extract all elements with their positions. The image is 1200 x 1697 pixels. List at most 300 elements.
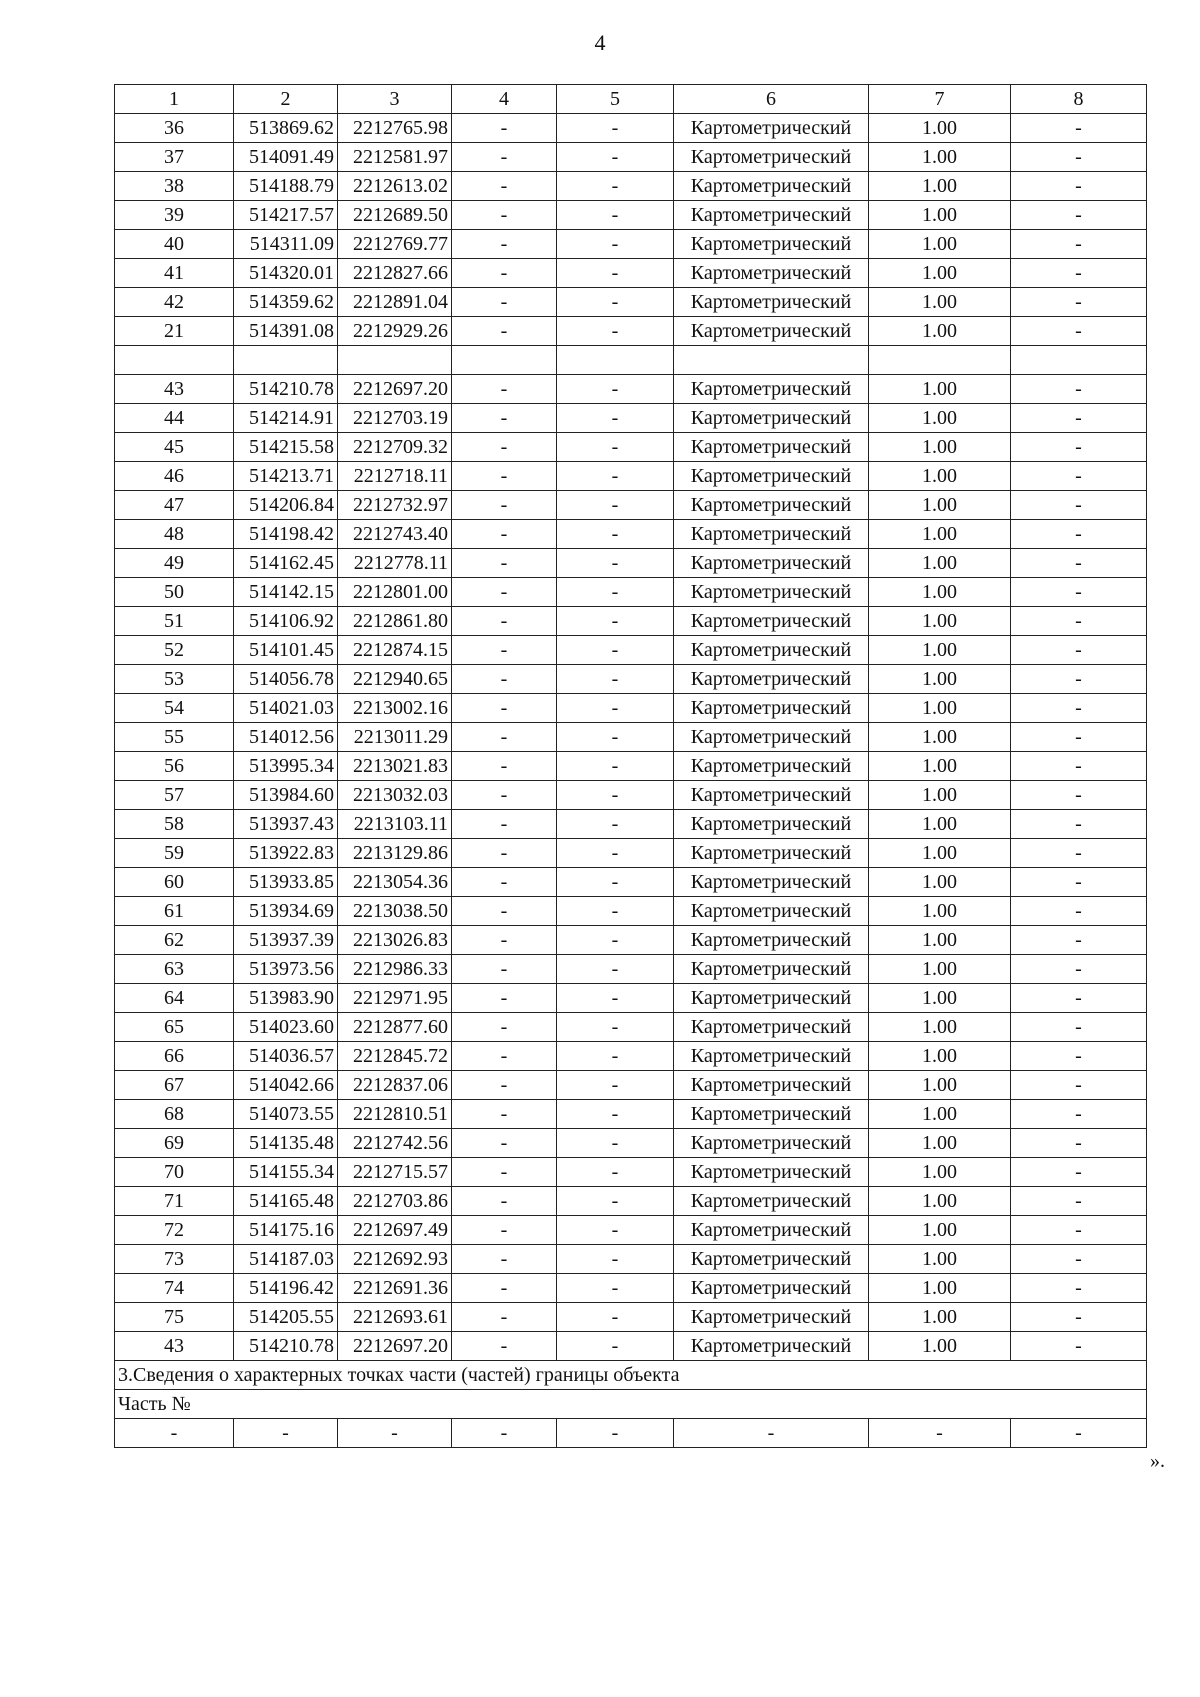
table-row — [115, 1013, 1147, 1042]
table-cell: 68 — [115, 1100, 234, 1129]
table-cell: 50 — [115, 578, 234, 607]
table-cell: Картометрический — [674, 491, 869, 520]
table-cell: - — [452, 143, 557, 172]
table-row — [115, 1332, 1147, 1361]
table-cell: 60 — [115, 868, 234, 897]
table-cell: - — [557, 143, 674, 172]
table-cell: 514196.42 — [234, 1274, 338, 1303]
table-cell: 36 — [115, 114, 234, 143]
table-cell: 514206.84 — [234, 491, 338, 520]
table-cell: 1.00 — [869, 1042, 1011, 1071]
table-cell: 2212971.95 — [338, 984, 452, 1013]
table-cell: 2213103.11 — [338, 810, 452, 839]
table-cell: - — [1011, 143, 1147, 172]
header-cell: 4 — [452, 85, 557, 114]
table-cell: 514215.58 — [234, 433, 338, 462]
table-cell: - — [1011, 897, 1147, 926]
table-cell: - — [557, 317, 674, 346]
table-row — [115, 868, 1147, 897]
table-cell: 1.00 — [869, 1216, 1011, 1245]
table-cell: - — [674, 1419, 869, 1448]
table-cell: Картометрический — [674, 375, 869, 404]
table-cell: 1.00 — [869, 114, 1011, 143]
table-cell: 1.00 — [869, 491, 1011, 520]
table-cell: - — [452, 955, 557, 984]
header-cell: 2 — [234, 85, 338, 114]
table-cell: Картометрический — [674, 810, 869, 839]
table-cell: 514391.08 — [234, 317, 338, 346]
table-cell: Картометрический — [674, 752, 869, 781]
table-cell: - — [1011, 1158, 1147, 1187]
table-cell: 45 — [115, 433, 234, 462]
table-cell: 1.00 — [869, 1303, 1011, 1332]
table-cell: 1.00 — [869, 1245, 1011, 1274]
table-cell: - — [1011, 1013, 1147, 1042]
table-cell: - — [557, 810, 674, 839]
table-cell: - — [557, 1419, 674, 1448]
table-cell: 2212940.65 — [338, 665, 452, 694]
table-cell: - — [557, 665, 674, 694]
table-cell: - — [557, 1187, 674, 1216]
table-cell: 2213002.16 — [338, 694, 452, 723]
table-row — [115, 955, 1147, 984]
table-cell: Картометрический — [674, 549, 869, 578]
table-cell: 2212769.77 — [338, 230, 452, 259]
table-cell: - — [1011, 201, 1147, 230]
table-cell: 1.00 — [869, 1158, 1011, 1187]
table-row — [115, 839, 1147, 868]
table-cell: 44 — [115, 404, 234, 433]
table-cell: 1.00 — [869, 723, 1011, 752]
part-label-row — [115, 1390, 1147, 1419]
table-cell: - — [557, 984, 674, 1013]
empty-cell — [1011, 346, 1147, 375]
table-cell: 514187.03 — [234, 1245, 338, 1274]
table-cell: - — [1011, 752, 1147, 781]
table-cell: - — [452, 723, 557, 752]
table-cell: 513983.90 — [234, 984, 338, 1013]
table-cell: 514142.15 — [234, 578, 338, 607]
table-cell: 513922.83 — [234, 839, 338, 868]
table-cell: 1.00 — [869, 520, 1011, 549]
table-cell: Картометрический — [674, 723, 869, 752]
table-row — [115, 172, 1147, 201]
table-cell: - — [1011, 462, 1147, 491]
table-cell: 1.00 — [869, 636, 1011, 665]
table-cell: 1.00 — [869, 172, 1011, 201]
table-row — [115, 897, 1147, 926]
table-cell: 1.00 — [869, 694, 1011, 723]
section-title: 3.Сведения о характерных точках части (частей) границы объекта — [115, 1361, 1147, 1390]
table-row — [115, 491, 1147, 520]
table-cell: 42 — [115, 288, 234, 317]
table-cell: - — [452, 1158, 557, 1187]
table-cell: 2212581.97 — [338, 143, 452, 172]
table-cell: 70 — [115, 1158, 234, 1187]
table-cell: 514165.48 — [234, 1187, 338, 1216]
table-cell: - — [452, 839, 557, 868]
table-cell: 1.00 — [869, 404, 1011, 433]
table-cell: - — [452, 897, 557, 926]
table-cell: 1.00 — [869, 549, 1011, 578]
table-cell: 2212697.20 — [338, 1332, 452, 1361]
table-cell: - — [1011, 694, 1147, 723]
table-cell: 1.00 — [869, 665, 1011, 694]
table-cell: - — [452, 781, 557, 810]
table-cell: 71 — [115, 1187, 234, 1216]
table-cell: 58 — [115, 810, 234, 839]
table-cell: 513984.60 — [234, 781, 338, 810]
table-cell: 53 — [115, 665, 234, 694]
table-cell: Картометрический — [674, 143, 869, 172]
table-cell: Картометрический — [674, 1042, 869, 1071]
table-cell: - — [557, 1129, 674, 1158]
empty-cell — [557, 346, 674, 375]
table-cell: Картометрический — [674, 1100, 869, 1129]
table-cell: - — [557, 172, 674, 201]
table-cell: Картометрический — [674, 1013, 869, 1042]
table-cell: - — [452, 201, 557, 230]
table-cell: 65 — [115, 1013, 234, 1042]
table-cell: - — [234, 1419, 338, 1448]
table-cell: - — [452, 810, 557, 839]
table-cell: 514091.49 — [234, 143, 338, 172]
table-cell: - — [452, 926, 557, 955]
table-cell: 2212715.57 — [338, 1158, 452, 1187]
table-cell: 2212691.36 — [338, 1274, 452, 1303]
table-cell: - — [452, 520, 557, 549]
table-cell: - — [557, 578, 674, 607]
table-cell: 1.00 — [869, 1332, 1011, 1361]
table-row — [115, 520, 1147, 549]
table-cell: 41 — [115, 259, 234, 288]
table-cell: - — [1011, 259, 1147, 288]
table-row — [115, 375, 1147, 404]
table-cell: - — [452, 868, 557, 897]
table-cell: - — [1011, 1419, 1147, 1448]
table-cell: 2212877.60 — [338, 1013, 452, 1042]
table-cell: - — [1011, 723, 1147, 752]
table-cell: - — [452, 549, 557, 578]
table-cell: 1.00 — [869, 1129, 1011, 1158]
table-cell: - — [452, 1303, 557, 1332]
table-cell: - — [1011, 1332, 1147, 1361]
table-cell: 59 — [115, 839, 234, 868]
table-cell: - — [557, 404, 674, 433]
table-cell: 2212810.51 — [338, 1100, 452, 1129]
table-row — [115, 317, 1147, 346]
table-cell: Картометрический — [674, 1274, 869, 1303]
table-cell: 2212801.00 — [338, 578, 452, 607]
table-row — [115, 288, 1147, 317]
table-cell: 514198.42 — [234, 520, 338, 549]
table-cell: - — [1011, 1245, 1147, 1274]
table-cell: - — [1011, 607, 1147, 636]
table-cell: - — [557, 1303, 674, 1332]
table-cell: 1.00 — [869, 1187, 1011, 1216]
table-cell: - — [1011, 926, 1147, 955]
table-cell: 62 — [115, 926, 234, 955]
table-row — [115, 984, 1147, 1013]
table-row — [115, 926, 1147, 955]
table-cell: - — [452, 1042, 557, 1071]
table-cell: 514217.57 — [234, 201, 338, 230]
table-cell: 2213032.03 — [338, 781, 452, 810]
table-cell: 513933.85 — [234, 868, 338, 897]
table-cell: 38 — [115, 172, 234, 201]
table-cell: 1.00 — [869, 375, 1011, 404]
table-cell: 514214.91 — [234, 404, 338, 433]
table-cell: 514036.57 — [234, 1042, 338, 1071]
table-cell: - — [1011, 172, 1147, 201]
table-cell: 2212703.19 — [338, 404, 452, 433]
table-cell: 51 — [115, 607, 234, 636]
table-cell: 63 — [115, 955, 234, 984]
table-row — [115, 1100, 1147, 1129]
table-cell: - — [557, 462, 674, 491]
table-cell: 513937.39 — [234, 926, 338, 955]
table-cell: - — [1011, 1042, 1147, 1071]
table-cell: - — [452, 1013, 557, 1042]
table-cell: Картометрический — [674, 665, 869, 694]
table-cell: 1.00 — [869, 1274, 1011, 1303]
table-cell: 2212837.06 — [338, 1071, 452, 1100]
table-cell: 514311.09 — [234, 230, 338, 259]
table-cell: 2212845.72 — [338, 1042, 452, 1071]
table-cell: - — [557, 1042, 674, 1071]
table-cell: - — [1011, 375, 1147, 404]
table-cell: 64 — [115, 984, 234, 1013]
table-cell: - — [452, 1332, 557, 1361]
table-cell: 1.00 — [869, 230, 1011, 259]
table-cell: Картометрический — [674, 1071, 869, 1100]
table-cell: 2212827.66 — [338, 259, 452, 288]
table-cell: - — [1011, 1187, 1147, 1216]
table-cell: 2212986.33 — [338, 955, 452, 984]
table-cell: 1.00 — [869, 462, 1011, 491]
table-cell: 43 — [115, 1332, 234, 1361]
table-cell: 2212874.15 — [338, 636, 452, 665]
table-cell: - — [557, 694, 674, 723]
table-cell: - — [452, 1129, 557, 1158]
table-row — [115, 143, 1147, 172]
table-cell: Картометрический — [674, 578, 869, 607]
table-cell: - — [557, 752, 674, 781]
table-cell: - — [452, 288, 557, 317]
table-cell: - — [557, 375, 674, 404]
table-cell: - — [1011, 810, 1147, 839]
table-row — [115, 636, 1147, 665]
table-cell: 2212697.49 — [338, 1216, 452, 1245]
table-cell: - — [557, 1216, 674, 1245]
empty-cell — [234, 346, 338, 375]
table-cell: 514012.56 — [234, 723, 338, 752]
table-cell: - — [557, 114, 674, 143]
table-cell: 55 — [115, 723, 234, 752]
table-cell: - — [557, 549, 674, 578]
table-cell: 514210.78 — [234, 1332, 338, 1361]
table-cell: 40 — [115, 230, 234, 259]
table-cell: 1.00 — [869, 955, 1011, 984]
table-cell: - — [1011, 1129, 1147, 1158]
table-cell: 513869.62 — [234, 114, 338, 143]
table-cell: 2213011.29 — [338, 723, 452, 752]
table-cell: 2212743.40 — [338, 520, 452, 549]
table-cell: - — [452, 1187, 557, 1216]
table-cell: - — [557, 839, 674, 868]
table-cell: 1.00 — [869, 984, 1011, 1013]
header-cell: 5 — [557, 85, 674, 114]
table-cell: 37 — [115, 143, 234, 172]
table-cell: 1.00 — [869, 897, 1011, 926]
table-cell: - — [1011, 230, 1147, 259]
table-cell: - — [452, 462, 557, 491]
table-cell: 514213.71 — [234, 462, 338, 491]
table-cell: - — [557, 1245, 674, 1274]
table-cell: Картометрический — [674, 868, 869, 897]
table-cell: 75 — [115, 1303, 234, 1332]
table-cell: 2212697.20 — [338, 375, 452, 404]
table-cell: Картометрический — [674, 462, 869, 491]
table-cell: 47 — [115, 491, 234, 520]
table-cell: - — [452, 665, 557, 694]
table-cell: - — [452, 694, 557, 723]
table-cell: Картометрический — [674, 1187, 869, 1216]
table-cell: 514155.34 — [234, 1158, 338, 1187]
table-cell: 2212692.93 — [338, 1245, 452, 1274]
table-cell: 2212718.11 — [338, 462, 452, 491]
table-cell: Картометрический — [674, 897, 869, 926]
table-cell: 1.00 — [869, 1100, 1011, 1129]
table-row — [115, 549, 1147, 578]
table-cell: 1.00 — [869, 926, 1011, 955]
table-cell: - — [557, 636, 674, 665]
table-cell: 2212742.56 — [338, 1129, 452, 1158]
table-cell: - — [452, 636, 557, 665]
table-cell: 514359.62 — [234, 288, 338, 317]
part-label: Часть № — [115, 1390, 1147, 1419]
table-row — [115, 1245, 1147, 1274]
table-cell: 2213038.50 — [338, 897, 452, 926]
table-cell: - — [557, 230, 674, 259]
table-cell: 2212861.80 — [338, 607, 452, 636]
table-cell: 1.00 — [869, 288, 1011, 317]
table-cell: - — [452, 491, 557, 520]
table-cell: - — [452, 984, 557, 1013]
table-cell: 513937.43 — [234, 810, 338, 839]
table-cell: 2212709.32 — [338, 433, 452, 462]
table-cell: - — [1011, 1071, 1147, 1100]
table-cell: - — [1011, 404, 1147, 433]
table-cell: 514135.48 — [234, 1129, 338, 1158]
table-cell: 46 — [115, 462, 234, 491]
table-cell: 39 — [115, 201, 234, 230]
table-cell: 2212778.11 — [338, 549, 452, 578]
empty-cell — [674, 346, 869, 375]
table-cell: Картометрический — [674, 839, 869, 868]
table-cell: - — [557, 433, 674, 462]
table-cell: 514162.45 — [234, 549, 338, 578]
table-cell: 1.00 — [869, 868, 1011, 897]
header-cell: 7 — [869, 85, 1011, 114]
table-row — [115, 1129, 1147, 1158]
table-cell: - — [557, 1100, 674, 1129]
table-cell: 514101.45 — [234, 636, 338, 665]
table-cell: Картометрический — [674, 1129, 869, 1158]
table-cell: - — [557, 520, 674, 549]
table-row — [115, 752, 1147, 781]
table-cell: Картометрический — [674, 781, 869, 810]
table-cell: 2212613.02 — [338, 172, 452, 201]
table-row — [115, 810, 1147, 839]
table-cell: Картометрический — [674, 984, 869, 1013]
table-cell: - — [557, 201, 674, 230]
table-cell: 2212732.97 — [338, 491, 452, 520]
table-cell: - — [1011, 433, 1147, 462]
table-cell: - — [452, 1100, 557, 1129]
empty-cell — [452, 346, 557, 375]
table-cell: Картометрический — [674, 259, 869, 288]
table-cell: 72 — [115, 1216, 234, 1245]
table-row — [115, 259, 1147, 288]
table-row — [115, 404, 1147, 433]
table-cell: 514210.78 — [234, 375, 338, 404]
table-cell: - — [1011, 520, 1147, 549]
header-cell: 6 — [674, 85, 869, 114]
table-cell: - — [452, 172, 557, 201]
coordinates-table — [114, 84, 1147, 1448]
table-cell: Картометрический — [674, 1158, 869, 1187]
table-cell: 2212891.04 — [338, 288, 452, 317]
table-cell: Картометрический — [674, 201, 869, 230]
table-cell: 1.00 — [869, 143, 1011, 172]
table-cell: 514205.55 — [234, 1303, 338, 1332]
table-cell: Картометрический — [674, 636, 869, 665]
table-cell: 2213021.83 — [338, 752, 452, 781]
table-cell: Картометрический — [674, 926, 869, 955]
table-row — [115, 723, 1147, 752]
table-cell: - — [1011, 955, 1147, 984]
table-cell: Картометрический — [674, 433, 869, 462]
table-row — [115, 114, 1147, 143]
table-cell: - — [1011, 1100, 1147, 1129]
table-cell: 54 — [115, 694, 234, 723]
table-cell: - — [557, 781, 674, 810]
table-cell: 57 — [115, 781, 234, 810]
table-cell: - — [452, 752, 557, 781]
table-cell: 1.00 — [869, 839, 1011, 868]
table-cell: - — [1011, 114, 1147, 143]
table-cell: - — [1011, 1216, 1147, 1245]
table-cell: - — [557, 607, 674, 636]
table-cell: - — [557, 1274, 674, 1303]
table-cell: - — [452, 578, 557, 607]
table-row — [115, 1216, 1147, 1245]
table-row — [115, 433, 1147, 462]
table-cell: Картометрический — [674, 1303, 869, 1332]
table-cell: Картометрический — [674, 317, 869, 346]
table-row — [115, 230, 1147, 259]
table-cell: - — [1011, 1274, 1147, 1303]
table-cell: Картометрический — [674, 172, 869, 201]
table-cell: 2212765.98 — [338, 114, 452, 143]
header-cell: 3 — [338, 85, 452, 114]
table-cell: - — [452, 607, 557, 636]
table-cell: - — [1011, 288, 1147, 317]
table-cell: - — [557, 1158, 674, 1187]
table-cell: - — [338, 1419, 452, 1448]
table-cell: - — [452, 1071, 557, 1100]
